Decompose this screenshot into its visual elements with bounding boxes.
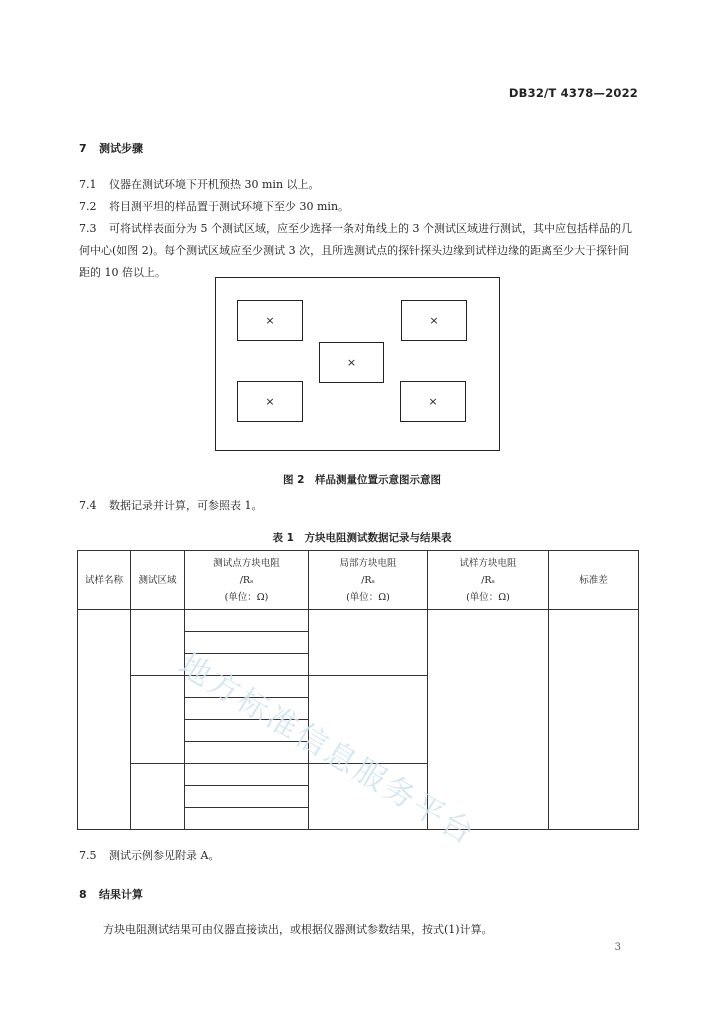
table-cell [185,610,309,632]
clause-number: 7.1 [79,178,97,191]
clause-number: 7.4 [79,499,97,512]
test-region-top-right [401,300,467,341]
table-1-caption: 表 1 方块电阻测试数据记录与结果表 [272,532,452,544]
section-7-heading [79,140,143,156]
table-cell [549,610,639,830]
test-point-mark: × [346,356,357,369]
test-region-top-left [237,300,303,341]
header-sample-resistance: 试样方块电阻 /Rₛ (单位：Ω) [428,551,549,610]
clause-text: 可将试样表面分为 5 个测试区域，应至少选择一条对角线上的 3 个测试区域进行测试，其中应包括样品的几何中心(如图 2)。每个测试区域应至少测试 3 次，且所选测试点的探针探头边缘到试样边缘的距离至少大于探针间距的 10 倍以上。 [79,222,632,279]
section-8-heading [79,886,143,902]
clause-7-5 [79,845,639,867]
clause-number: 7.2 [79,200,97,213]
section-8-title: 结果计算 [99,888,143,901]
section-8-number: 8 [79,888,87,901]
document-code: DB32/T 4378—2022 [508,86,638,100]
test-region-bottom-right [400,381,466,422]
header-local-resistance: 局部方块电阻 /Rₛ (单位：Ω) [309,551,428,610]
watermark: 地方标准信息服务平台 [172,646,483,853]
test-point-mark: × [429,314,439,327]
test-point-mark: × [265,395,275,408]
clause-number: 7.3 [79,222,97,235]
header-test-area: 测试区域 [131,551,185,610]
section-7-number: 7 [79,142,87,155]
clause-7-4 [79,495,639,517]
figure-2-caption: 图 2 样品测量位置示意图示意图 [283,474,441,486]
table-cell [131,764,185,830]
table-cell [185,786,309,808]
table-header-row [78,551,639,610]
clause-text: 仪器在测试环境下开机预热 30 min 以上。 [109,178,320,191]
table-row [78,610,639,632]
test-point-mark: × [265,314,275,327]
section-7-title: 测试步骤 [99,142,143,155]
clause-number: 7.5 [79,849,97,862]
table-cell [185,764,309,786]
clause-7-3 [79,218,639,284]
sample-outline [215,277,500,451]
table-cell [309,610,428,676]
header-sample-name: 试样名称 [78,551,131,610]
table-cell [78,610,131,830]
header-point-resistance: 测试点方块电阻 /Rₛ (单位：Ω) [185,551,309,610]
table-cell [185,808,309,830]
clause-7-1 [79,174,639,196]
test-region-bottom-left [237,381,303,422]
section-8-paragraph: 方块电阻测试结果可由仪器直接读出，或根据仪器测试参数结果，按式(1)计算。 [103,923,493,936]
test-region-center [319,342,384,383]
test-point-mark: × [428,395,438,408]
table-cell [131,676,185,764]
header-std-dev: 标准差 [549,551,639,610]
clause-text: 数据记录并计算，可参照表 1。 [109,499,263,512]
table-cell [131,610,185,676]
page-number: 3 [614,942,621,953]
clause-7-2 [79,196,639,218]
clause-text: 测试示例参见附录 A。 [109,849,220,862]
clause-text: 将目测平坦的样品置于测试环境下至少 30 min。 [109,200,350,213]
